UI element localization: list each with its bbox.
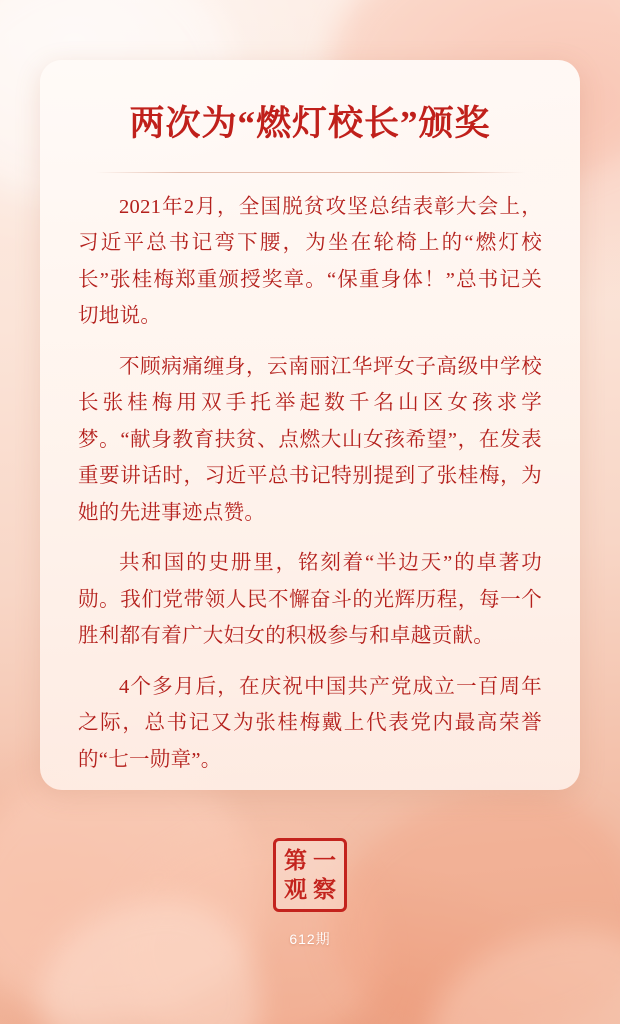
- seal-character: 观: [284, 877, 307, 902]
- article-paragraph: 4个多月后，在庆祝中国共产党成立一百周年之际，总书记又为张桂梅戴上代表党内最高荣誉的“七一勋章”。: [78, 675, 542, 771]
- article-paragraph: 2021年2月，全国脱贫攻坚总结表彰大会上，习近平总书记弯下腰，为坐在轮椅上的“燃灯校长”张桂梅郑重颁授奖章。“保重身体！”总书记关切地说。: [78, 195, 542, 328]
- seal-character-grid: [281, 846, 339, 904]
- brand-seal-icon: [273, 838, 347, 912]
- seal-character: 察: [313, 877, 336, 902]
- seal-character: 一: [313, 848, 336, 873]
- issue-number: 612期: [289, 931, 331, 947]
- article-paragraph: 不顾病痛缠身，云南丽江华坪女子高级中学校长张桂梅用双手托举起数千名山区女孩求学梦。“献身教育扶贫、点燃大山女孩希望”，在发表重要讲话时，习近平总书记特别提到了张桂梅，为她的先进事迹点赞。: [78, 355, 542, 524]
- seal-character: 第: [284, 848, 307, 873]
- article-body: [78, 189, 542, 778]
- article-card: [40, 60, 580, 790]
- title-divider: [95, 172, 525, 173]
- brand-seal-area: [0, 838, 620, 949]
- page-title: 两次为“燃灯校长”颁奖: [129, 104, 491, 143]
- article-paragraph: 共和国的史册里，铭刻着“半边天”的卓著功勋。我们党带领人民不懈奋斗的光辉历程，每一个胜利都有着广大妇女的积极参与和卓越贡献。: [78, 552, 542, 648]
